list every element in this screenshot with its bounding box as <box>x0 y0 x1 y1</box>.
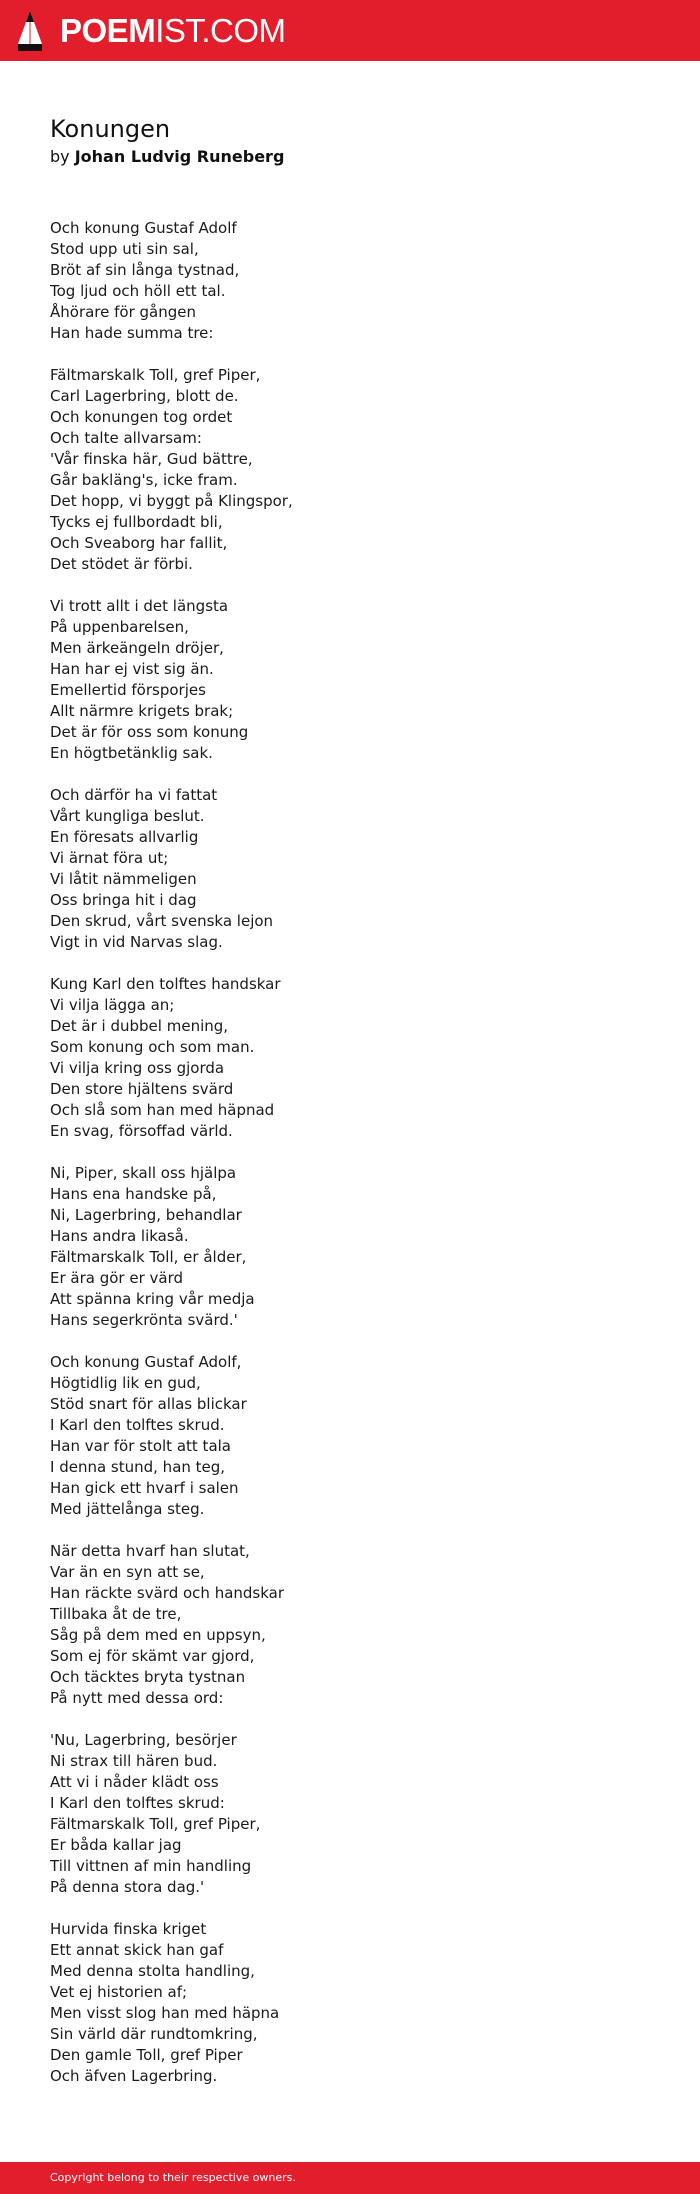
poem-stanza <box>50 1730 650 1898</box>
poem-line: Men ärkeängeln dröjer, <box>50 639 224 657</box>
poem-line: Går bakläng's, icke fram. <box>50 471 238 489</box>
poem-line: Och konung Gustaf Adolf, <box>50 1353 242 1371</box>
logo-text-bold: POEM <box>60 12 156 49</box>
poem-line: Tillbaka åt de tre, <box>50 1605 182 1623</box>
poem-line: I denna stund, han teg, <box>50 1458 226 1476</box>
poem-line: En högtbetänklig sak. <box>50 744 213 762</box>
poem-line: Och äfven Lagerbring. <box>50 2067 218 2085</box>
poem-line: På uppenbarelsen, <box>50 618 189 636</box>
site-footer <box>0 2162 700 2194</box>
poem-line: Fältmarskalk Toll, er ålder, <box>50 1248 247 1266</box>
poem-stanza <box>50 218 650 344</box>
poem-line: Allt närmre krigets brak; <box>50 702 234 720</box>
poem-line: Den skrud, vårt svenska lejon <box>50 912 274 930</box>
poem-line: Och därför ha vi fattat <box>50 786 218 804</box>
poem-line: Han räckte svärd och handskar <box>50 1584 285 1602</box>
poem-line: Vi ärnat föra ut; <box>50 849 169 867</box>
poem-line: I Karl den tolftes skrud: <box>50 1794 225 1812</box>
poem-stanza <box>50 785 650 953</box>
poem-line: Tycks ej fullbordadt bli, <box>50 513 223 531</box>
poem-line: Ni, Piper, skall oss hjälpa <box>50 1164 237 1182</box>
poem-line: Som konung och som man. <box>50 1038 255 1056</box>
poem-line: Och täcktes bryta tystnan <box>50 1668 246 1686</box>
poem-line: Oss bringa hit i dag <box>50 891 197 909</box>
poem-stanza <box>50 1919 650 2087</box>
poem-line: Ett annat skick han gaf <box>50 1941 224 1959</box>
poem-stanza <box>50 1541 650 1709</box>
poem-line: Er båda kallar jag <box>50 1836 182 1854</box>
poem-stanza <box>50 974 650 1142</box>
site-logo-text <box>60 10 286 52</box>
poem-line: Den store hjältens svärd <box>50 1080 234 1098</box>
poem-byline <box>50 146 650 168</box>
poem-line: Han gick ett hvarf i salen <box>50 1479 239 1497</box>
poem-line: Såg på dem med en uppsyn, <box>50 1626 266 1644</box>
poem-line: Ni strax till hären bud. <box>50 1752 218 1770</box>
copyright-notice: Copyright belong to their respective owners. <box>50 2171 296 2184</box>
poem-line: 'Nu, Lagerbring, besörjer <box>50 1731 237 1749</box>
poem-line: Han var för stolt att tala <box>50 1437 231 1455</box>
poem-line: Ni, Lagerbring, behandlar <box>50 1206 242 1224</box>
poem-line: Vi vilja lägga an; <box>50 996 175 1014</box>
poem-line: Er ära gör er värd <box>50 1269 184 1287</box>
poem-line: Åhörare för gången <box>50 303 197 321</box>
poem-line: På nytt med dessa ord: <box>50 1689 224 1707</box>
author-link[interactable]: Johan Ludvig Runeberg <box>74 147 285 166</box>
poem-line: Han hade summa tre: <box>50 324 214 342</box>
poem-line: I Karl den tolftes skrud. <box>50 1416 225 1434</box>
poem-line: Att vi i nåder klädt oss <box>50 1773 219 1791</box>
poem-line: Hans ena handske på, <box>50 1185 217 1203</box>
poem-line: Det hopp, vi byggt på Klingspor, <box>50 492 293 510</box>
logo-text-thin: IST.COM <box>155 12 286 49</box>
poem-line: Vi låtit nämmeligen <box>50 870 197 888</box>
poem-stanza <box>50 365 650 575</box>
poem-line: Hurvida finska kriget <box>50 1920 207 1938</box>
poem-line: Emellertid försporjes <box>50 681 206 699</box>
poem-stanza <box>50 1163 650 1331</box>
poem-line: Carl Lagerbring, blott de. <box>50 387 239 405</box>
poem-line: Bröt af sin långa tystnad, <box>50 261 240 279</box>
poem-line: Att spänna kring vår medja <box>50 1290 255 1308</box>
poem-line: Fältmarskalk Toll, gref Piper, <box>50 1815 261 1833</box>
poem-line: En föresats allvarlig <box>50 828 199 846</box>
poem-line: Och talte allvarsam: <box>50 429 202 447</box>
poem-stanza <box>50 596 650 764</box>
poem-line: Med denna stolta handling, <box>50 1962 255 1980</box>
poem-line: 'Vår finska här, Gud bättre, <box>50 450 253 468</box>
poem-line: Vi vilja kring oss gjorda <box>50 1059 225 1077</box>
poem-line: Det stödet är förbi. <box>50 555 193 573</box>
poem-body <box>50 218 650 2108</box>
pencil-icon <box>16 10 44 52</box>
poem-line: På denna stora dag.' <box>50 1878 205 1896</box>
poem-line: Hans segerkrönta svärd.' <box>50 1311 238 1329</box>
poem-line: Han har ej vist sig än. <box>50 660 214 678</box>
poem-line: Och Sveaborg har fallit, <box>50 534 228 552</box>
poem-line: Och slå som han med häpnad <box>50 1101 275 1119</box>
poem-line: Sin värld där rundtomkring, <box>50 2025 258 2043</box>
poem-line: Vi trott allt i det längsta <box>50 597 229 615</box>
poem-title: Konungen <box>50 115 171 143</box>
poem-line: Stöd snart för allas blickar <box>50 1395 247 1413</box>
poem-line: En svag, försoffad värld. <box>50 1122 233 1140</box>
poem-line: Högtidlig lik en gud, <box>50 1374 201 1392</box>
poem-line: När detta hvarf han slutat, <box>50 1542 250 1560</box>
poem-line: Det är i dubbel mening, <box>50 1017 229 1035</box>
poem-line: Vårt kungliga beslut. <box>50 807 205 825</box>
poem-line: Vet ej historien af; <box>50 1983 188 2001</box>
poem-line: Vigt in vid Narvas slag. <box>50 933 223 951</box>
poem-line: Kung Karl den tolftes handskar <box>50 975 281 993</box>
poem-line: Den gamle Toll, gref Piper <box>50 2046 243 2064</box>
byline-prefix: by <box>50 147 70 166</box>
poem-line: Och konung Gustaf Adolf <box>50 219 237 237</box>
poem-stanza <box>50 1352 650 1520</box>
poem-line: Och konungen tog ordet <box>50 408 233 426</box>
poem-line: Var än en syn att se, <box>50 1563 205 1581</box>
poem-line: Stod upp uti sin sal, <box>50 240 199 258</box>
poem-line: Tog ljud och höll ett tal. <box>50 282 226 300</box>
poem-line: Fältmarskalk Toll, gref Piper, <box>50 366 261 384</box>
poem-line: Med jättelånga steg. <box>50 1500 205 1518</box>
poem-line: Men visst slog han med häpna <box>50 2004 280 2022</box>
site-header <box>0 0 700 61</box>
site-logo-link[interactable] <box>16 10 286 52</box>
poem-line: Det är för oss som konung <box>50 723 249 741</box>
poem-line: Som ej för skämt var gjord, <box>50 1647 255 1665</box>
poem-line: Till vittnen af min handling <box>50 1857 252 1875</box>
poem-heading <box>50 114 650 168</box>
poem-line: Hans andra likaså. <box>50 1227 189 1245</box>
